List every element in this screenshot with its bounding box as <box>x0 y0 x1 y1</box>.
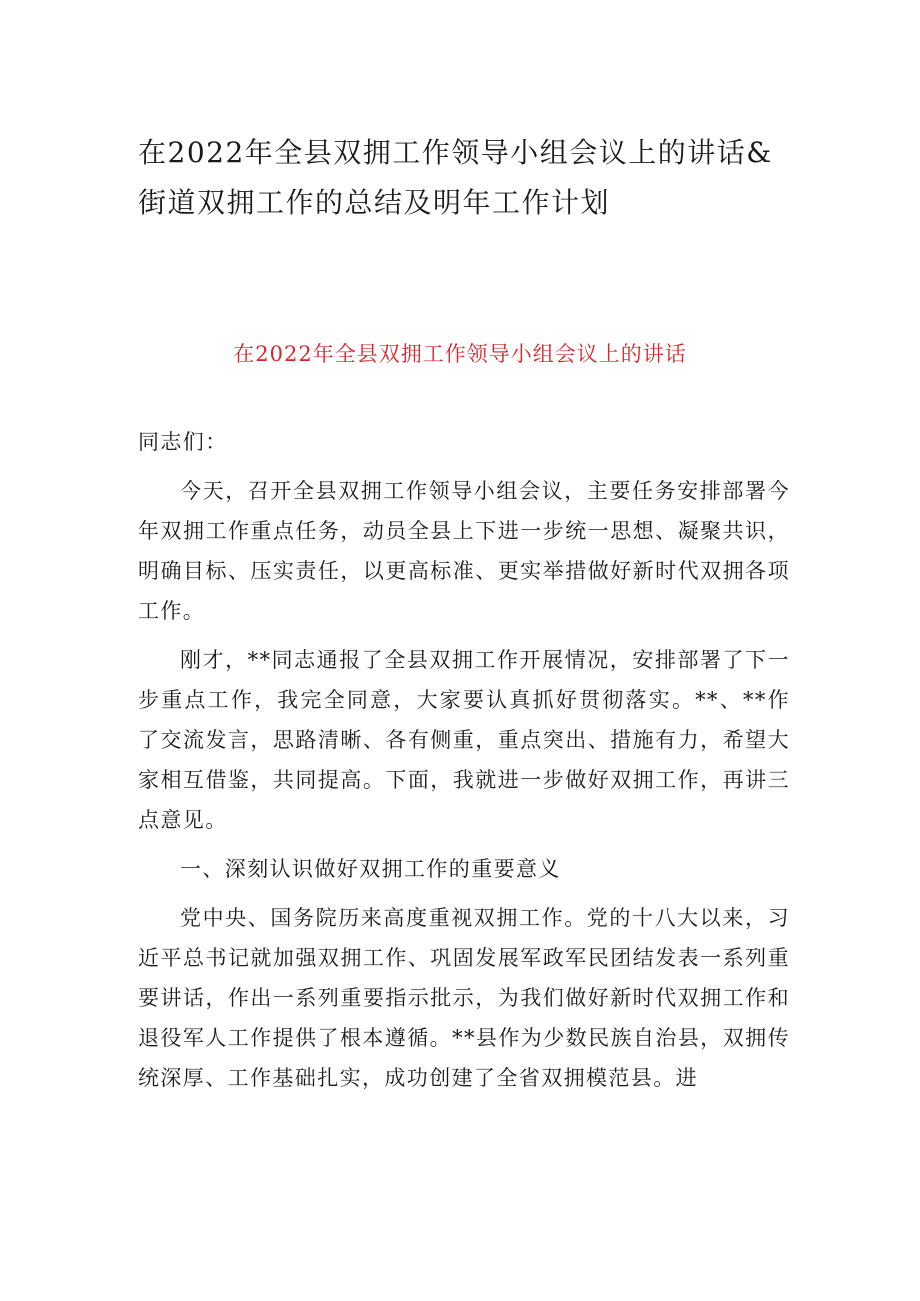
paragraph-2: 刚才，**同志通报了全县双拥工作开展情况，安排部署了下一步重点工作，我完全同意，大家要认真抓好贯彻落实。**、**作了交流发言，思路清晰、各有侧重，重点突出、措施有力，希望大家相互借鉴，共同提高。下面，我就进一步做好双拥工作，再讲三点意见。 <box>138 648 790 832</box>
section-title: 在2022年全县双拥工作领导小组会议上的讲话 <box>233 342 687 366</box>
paragraph-1: 今天，召开全县双拥工作领导小组会议，主要任务安排部署今年双拥工作重点任务，动员全县上下进一步统一思想、凝聚共识，明确目标、压实责任，以更高标准、更实举措做好新时代双拥各项工作。 <box>138 479 790 623</box>
heading-one: 一、深刻认识做好双拥工作的重要意义 <box>180 857 561 881</box>
paragraph-3: 党中央、国务院历来高度重视双拥工作。党的十八大以来，习近平总书记就加强双拥工作、巩固发展军政军民团结发表一系列重要讲话，作出一系列重要指示批示，为我们做好新时代双拥工作和退役军人工作提供了根本遵循。**县作为少数民族自治县，双拥传统深厚、工作基础扎实，成功创建了全省双拥模范县。进 <box>138 906 790 1090</box>
document-title: 在2022年全县双拥工作领导小组会议上的讲话&街道双拥工作的总结及明年工作计划 <box>138 136 773 219</box>
document-body <box>138 422 790 1107</box>
salutation: 同志们： <box>138 430 228 454</box>
